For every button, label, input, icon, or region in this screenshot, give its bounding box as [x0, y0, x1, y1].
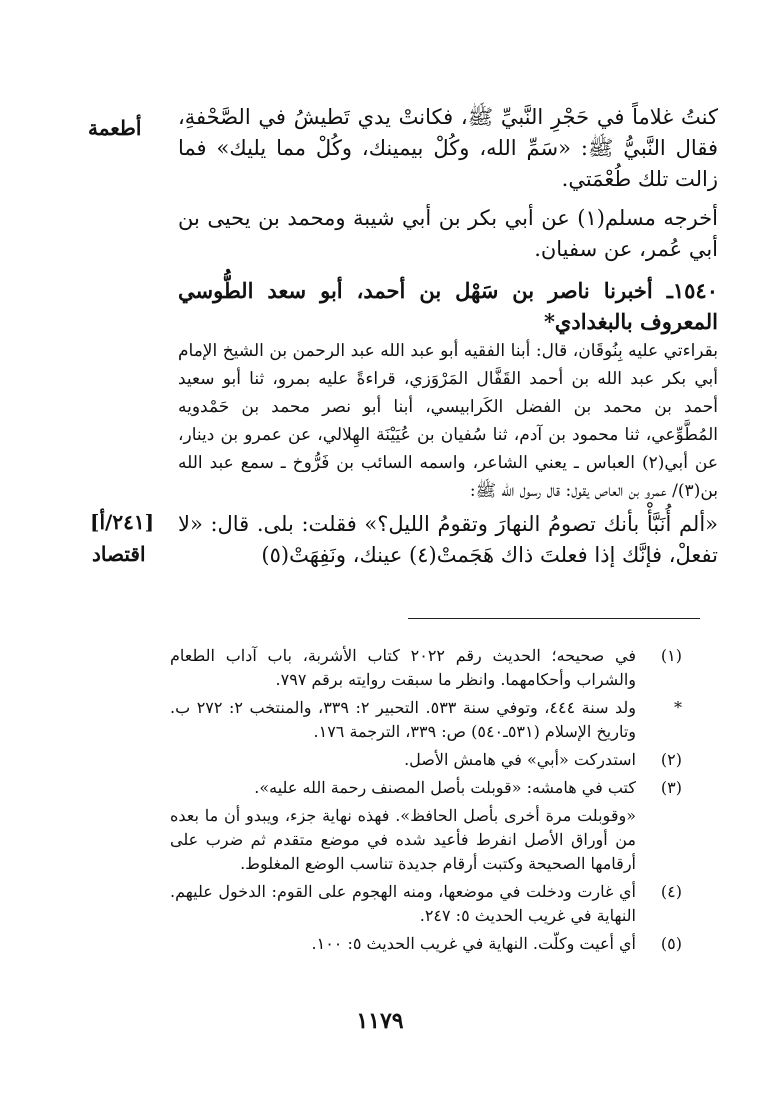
footnote-number: (٥)	[660, 934, 682, 953]
footnote-number: (١)	[660, 646, 682, 665]
footnote-number: (٤)	[660, 882, 682, 901]
footnote-item	[170, 880, 682, 928]
margin-keyword-top: أطعمة	[88, 116, 142, 140]
page-number: ١١٧٩	[356, 1008, 404, 1034]
margin-folio-reference: [٢٤١/أ]	[90, 510, 155, 534]
footnote-text: في صحيحه؛ الحديث رقم ٢٠٢٢ كتاب الأشربة، باب آداب الطعام والشراب وأحكامهما. وانظر ما سبقت روايته برقم ٧٩٧.	[170, 646, 637, 689]
body-paragraph: كنتُ غلاماً في حَجْرِ النَّبيِّ ﷺ، فكانتْ يدي تَطيشُ في الصَّحْفةِ، فقال النَّبيُّ ﷺ: «سَمِّ الله، وكُلْ بيمينك، وكُلْ مما يليك» فما زالت تلك طُعْمَتي.	[178, 105, 718, 191]
isnad-text: بقراءتي عليه بِنُوقَان، قال: أبنا الفقيه أبو عبد الله عبد الرحمن بن الشيخ الإمام أبي بكر عبد الله بن أحمد القَفَّال المَرْوَزي، قراءةً عليه بمرو، ثنا أبو سعيد أحمد بن محمد بن الفضل الكَرابيسي، أبنا أبو نصر محمد بن حَمْدويه المُطَّوِّعي، ثنا محمود بن آدم، ثنا سُفيان بن عُيَيْنَة الهِلالي، عن عمرو بن دينار، عن أبي(٢) العباس ـ يعني الشاعر، واسمه السائب بن فَرُّوخ ـ سمع عبد الله بن(٣)/ عمرو بن العاص يقول: قال رسول الله ﷺ:	[178, 341, 718, 501]
footnote-number: (٢)	[660, 750, 682, 769]
footnote-text: أي أعيت وكلّت. النهاية في غريب الحديث ٥: ١٠٠.	[311, 934, 636, 953]
footnote-item	[170, 696, 682, 744]
hadith-heading: ١٥٤٠ـ أخبرنا ناصر بن سَهْل بن أحمد، أبو سعد الطُّوسي المعروف بالبغدادي*	[178, 278, 718, 334]
margin-keyword-second: اقتصاد	[92, 542, 146, 566]
footnote-item	[170, 748, 682, 772]
footnote-item	[170, 644, 682, 692]
footnote-item	[170, 932, 682, 956]
footnote-item	[170, 776, 682, 800]
footnote-text: ولد سنة ٤٤٤، وتوفي سنة ٥٣٣. التحبير ٢: ٣٣٩، والمنتخب ٢: ٢٧٢ ب. وتاريخ الإسلام (٥٣١ـ٥٤٠) ص: ٣٣٩، الترجمة ١٧٦.	[170, 698, 637, 741]
footnote-marker: *	[674, 698, 682, 717]
main-text-block	[178, 102, 718, 571]
footnote-continuation: «وقوبلت مرة أخرى بأصل الحافظ». فهذه نهاية جزء، ويبدو أن ما بعده من أوراق الأصل انفرط فأعيد شده في موضع متقدم ثم ضرب على أرقامها الصحيحة وكتبت أرقام جديدة تناسب الوضع المغلوط.	[170, 806, 636, 873]
footnote-text: كتب في هامشه: «قوبلت بأصل المصنف رحمة الله عليه».	[254, 778, 636, 797]
footnote-number: (٣)	[660, 778, 682, 797]
body-paragraph: «ألم أُنَبَّأْ بأنك تصومُ النهارَ وتقومُ الليل؟» فقلت: بلى. قال: «لا تفعلْ، فإنَّك إذا فعلتَ ذاك هَجَمتْ(٤) عينك، ونَفِهَتْ(٥)	[178, 512, 718, 567]
body-paragraph: أخرجه مسلم(١) عن أبي بكر بن أبي شيبة ومحمد بن يحيى بن أبي عُمر، عن سفيان.	[178, 206, 718, 261]
footnote-text: أي غارت ودخلت في موضعها، ومنه الهجوم على القوم: الدخول عليهم. النهاية في غريب الحديث ٥: ٢٤٧.	[170, 882, 637, 925]
footnote-separator	[408, 618, 700, 619]
footnotes-block	[170, 644, 682, 956]
footnote-text: استدركت «أبي» في هامش الأصل.	[404, 750, 636, 769]
